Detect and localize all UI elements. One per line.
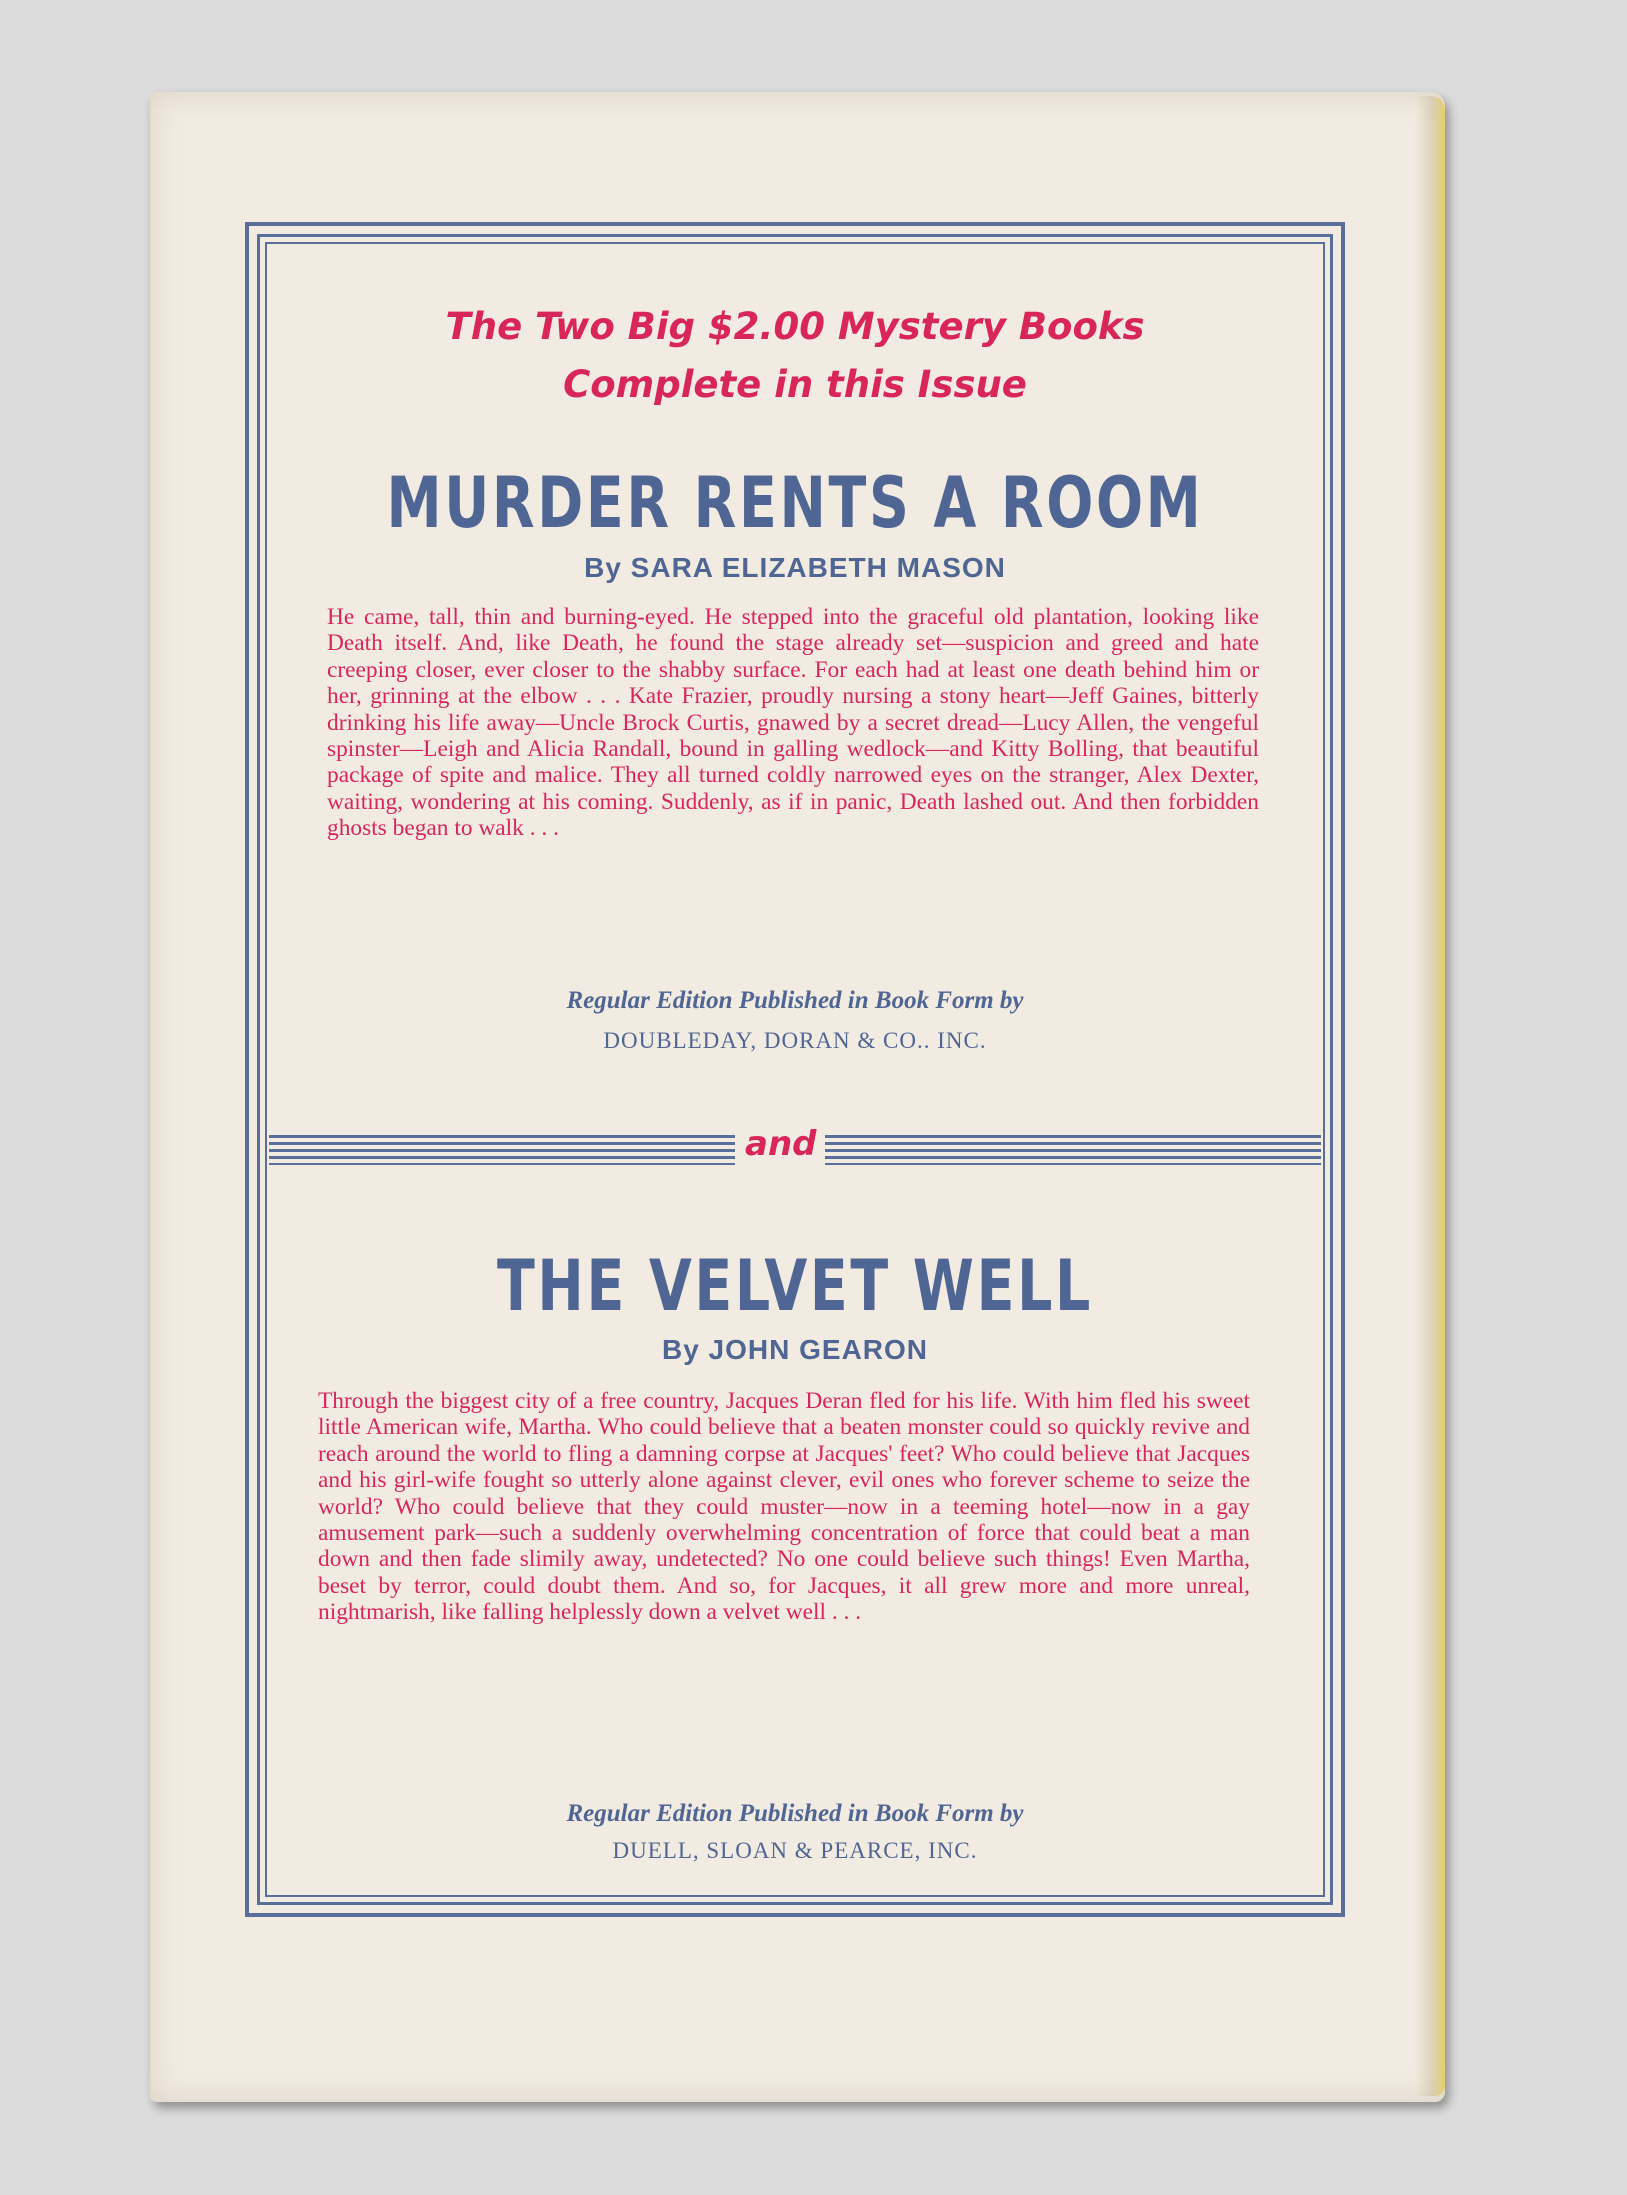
divider-right	[825, 1135, 1321, 1165]
book2-title: THE VELVET WELL	[496, 1245, 1094, 1327]
book2-byline: By JOHN GEARON	[661, 1334, 929, 1365]
cover-edge	[1415, 96, 1445, 2096]
book2-publisher-name: DUELL, SLOAN & PEARCE, INC.	[612, 1838, 978, 1863]
book1-publisher-name: DOUBLEDAY, DORAN & CO.. INC.	[603, 1028, 987, 1053]
tagline-line-1: The Two Big $2.00 Mystery Books	[445, 305, 1145, 348]
book1-title: MURDER RENTS A ROOM	[386, 462, 1204, 544]
and-separator: and	[745, 1124, 817, 1164]
book1-byline: By SARA ELIZABETH MASON	[584, 552, 1006, 583]
book2-blurb: Through the biggest city of a free country, Jacques Deran fled for his life. With him fled his sweet little American wife, Martha. Who could believe that a beaten monster could so quickly revive and reach around the world to fling a damning corpse at Jacques' feet? Who could believe that Jacques and his girl-wife fought so utterly alone against clever, evil ones who forever scheme to seize the world? Who could believe that they could muster—now in a teeming hotel—now in a gay amusement park—such a suddenly overwhelming concentration of force that could beat a man down and then fade slimily away, undetected? No one could believe such things! Even Martha, beset by terror, could doubt them. And so, for Jacques, it all grew more and more unreal, nightmarish, like falling helplessly down a velvet well . . .	[318, 1388, 1250, 1626]
book1-publisher-line: Regular Edition Published in Book Form by	[566, 987, 1024, 1014]
book2-publisher-line: Regular Edition Published in Book Form by	[566, 1800, 1024, 1827]
book1-blurb: He came, tall, thin and burning-eyed. He stepped into the graceful old plantation, looking like Death itself. And, like Death, he found the stage already set—suspicion and greed and hate creeping closer, ever closer to the shabby surface. For each had at least one death behind him or her, grinning at the elbow . . . Kate Frazier, proudly nursing a stony heart—Jeff Gaines, bitterly drinking his life away—Uncle Brock Curtis, gnawed by a secret dread—Lucy Allen, the vengeful spinster—Leigh and Alicia Randall, bound in galling wedlock—and Kitty Bolling, that beautiful package of spite and malice. They all turned coldly narrowed eyes on the stranger, Alex Dexter, waiting, wondering at his coming. Suddenly, as if in panic, Death lashed out. And then forbidden ghosts began to walk . . .	[327, 604, 1259, 842]
divider-left	[269, 1135, 735, 1165]
tagline-line-2: Complete in this Issue	[563, 363, 1027, 406]
